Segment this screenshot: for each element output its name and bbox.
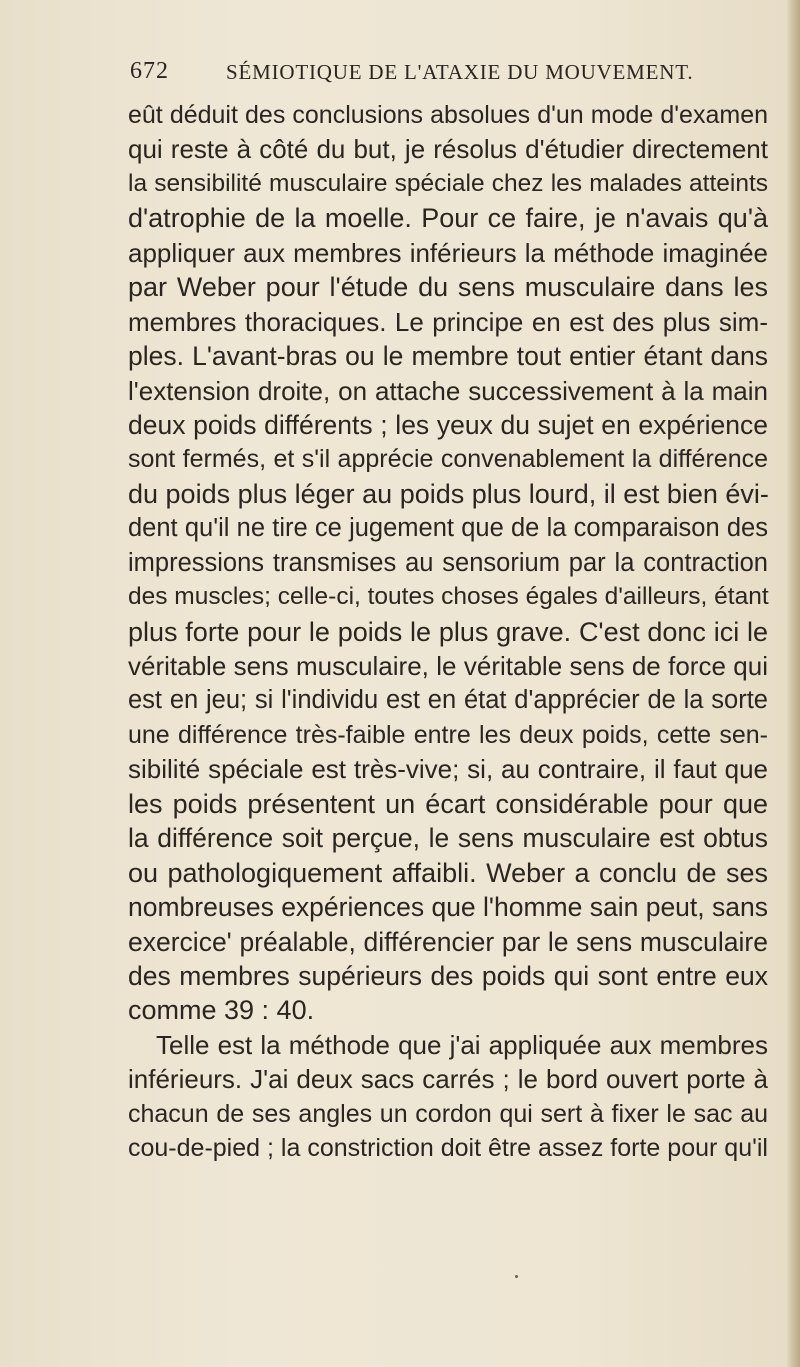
text-line: qui reste à côté du but, je résolus d'étudier directement <box>128 134 768 165</box>
text-line: appliquer aux membres inférieurs la méthode imaginée <box>128 237 768 268</box>
text-line: ples. L'avant-bras ou le membre tout entier étant dans <box>128 341 768 372</box>
text-line: les poids présentent un écart considérable pour que <box>128 788 768 819</box>
text-line: deux poids différents ; les yeux du sujet en expérience <box>128 409 768 440</box>
text-line: est en jeu; si l'individu est en état d'apprécier de la sorte <box>128 686 768 715</box>
text-line: exercice' préalable, différencier par le sens musculaire <box>128 926 768 957</box>
ink-speck <box>515 1275 518 1278</box>
text-line: véritable sens musculaire, le véritable sens de force qui <box>128 651 768 681</box>
text-line: membres thoraciques. Le principe en est des plus sim- <box>128 306 768 337</box>
text-line: ou pathologiquement affaibli. Weber a conclu de ses <box>128 857 768 888</box>
text-line: chacun de ses angles un cordon qui sert à fixer le sac au <box>128 1099 768 1128</box>
text-line: cou-de-pied ; la constriction doit être assez forte pour qu'il <box>128 1134 768 1163</box>
text-line: la différence soit perçue, le sens musculaire est obtus <box>128 823 768 854</box>
body-text <box>128 98 768 1166</box>
page-header <box>130 58 694 92</box>
text-line: sibilité spéciale est très-vive; si, au contraire, il faut que <box>128 754 768 785</box>
page-edge-shadow <box>786 0 800 1367</box>
text-line: des membres supérieurs des poids qui sont entre eux <box>128 960 768 991</box>
running-title: SÉMIOTIQUE DE L'ATAXIE DU MOUVEMENT. <box>226 60 694 84</box>
text-line: nombreuses expériences que l'homme sain peut, sans <box>128 892 768 923</box>
text-line: la sensibilité musculaire spéciale chez les malades atteints <box>128 169 768 197</box>
text-line: inférieurs. J'ai deux sacs carrés ; le bord ouvert porte à <box>128 1064 768 1095</box>
text-line: Telle est la méthode que j'ai appliquée aux membres <box>156 1029 768 1060</box>
text-line: une différence très-faible entre les deux poids, cette sen- <box>128 720 768 749</box>
text-line: l'extension droite, on attache successivement à la main <box>128 375 768 406</box>
text-line: des muscles; celle-ci, toutes choses égales d'ailleurs, étant <box>128 583 769 611</box>
text-line: plus forte pour le poids le plus grave. C'est donc ici le <box>128 616 768 647</box>
text-line: impressions transmises au sensorium par la contraction <box>128 548 768 577</box>
text-line: eût déduit des conclusions absolues d'un mode d'examen <box>128 101 768 129</box>
text-line: par Weber pour l'étude du sens musculaire dans les <box>128 272 768 303</box>
text-line: d'atrophie de la moelle. Pour ce faire, je n'avais qu'à <box>128 203 768 234</box>
text-line: du poids plus léger au poids plus lourd, il est bien évi- <box>128 478 769 509</box>
text-line: dent qu'il ne tire ce jugement que de la comparaison des <box>128 514 768 543</box>
text-line: comme 39 : 40. <box>128 995 315 1026</box>
text-line: sont fermés, et s'il apprécie convenablement la différence <box>128 445 768 474</box>
page-number: 672 <box>130 58 169 84</box>
